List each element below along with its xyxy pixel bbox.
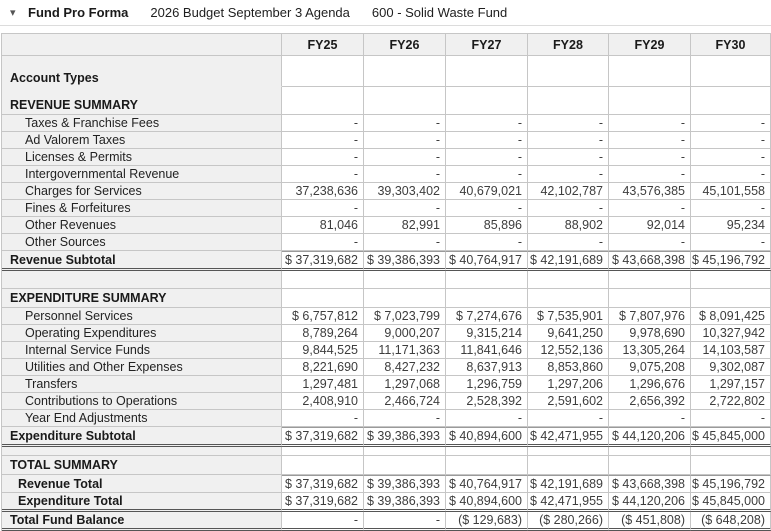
column-header-fy25: FY25 — [282, 34, 364, 56]
cell-value: 11,841,646 — [446, 342, 528, 359]
cell-value: - — [446, 132, 528, 149]
cell-value: 95,234 — [691, 217, 771, 234]
cell-value — [446, 271, 528, 289]
cell-value — [691, 447, 771, 456]
cell-value — [528, 447, 609, 456]
cell-value: - — [609, 200, 691, 217]
cell-value: $ 45,845,000 — [691, 493, 771, 512]
cell-value — [282, 456, 364, 475]
cell-value: 11,171,363 — [364, 342, 446, 359]
cell-value: $ 40,764,917 — [446, 251, 528, 271]
cell-value: - — [446, 166, 528, 183]
row-total-summary — [2, 456, 771, 475]
cell-value: 1,297,481 — [282, 376, 364, 393]
row-expenditure-total — [2, 493, 771, 512]
row-fines-forfeitures — [2, 200, 771, 217]
row-total-fund-balance — [2, 512, 771, 531]
cell-value: $ 45,196,792 — [691, 475, 771, 493]
row-label — [2, 447, 282, 456]
cell-value: - — [364, 234, 446, 251]
cell-value — [609, 456, 691, 475]
cell-value: - — [446, 149, 528, 166]
cell-value: - — [528, 166, 609, 183]
row-transfers — [2, 376, 771, 393]
cell-value — [609, 289, 691, 308]
cell-value: $ 6,757,812 — [282, 308, 364, 325]
row-label: Contributions to Operations — [2, 393, 282, 410]
cell-value: $ 42,191,689 — [528, 475, 609, 493]
cell-value — [446, 456, 528, 475]
row-label: Intergovernmental Revenue — [2, 166, 282, 183]
cell-value: 8,427,232 — [364, 359, 446, 376]
cell-value — [446, 447, 528, 456]
cell-value: 9,641,250 — [528, 325, 609, 342]
row-intergovernmental-revenue — [2, 166, 771, 183]
cell-value: 85,896 — [446, 217, 528, 234]
cell-value: $ 43,668,398 — [609, 251, 691, 271]
cell-value: - — [609, 410, 691, 427]
cell-value — [282, 87, 364, 115]
row-expenditure-summary — [2, 289, 771, 308]
cell-value: - — [446, 115, 528, 132]
cell-value: 9,844,525 — [282, 342, 364, 359]
cell-value: $ 44,120,206 — [609, 427, 691, 447]
cell-value: ($ 451,808) — [609, 512, 691, 531]
cell-value: ($ 129,683) — [446, 512, 528, 531]
row-label: Account Types — [2, 56, 282, 87]
cell-value: $ 37,319,682 — [282, 493, 364, 512]
report-title: Fund Pro Forma — [28, 5, 129, 20]
cell-value — [282, 271, 364, 289]
row-other-sources — [2, 234, 771, 251]
cell-value: - — [364, 410, 446, 427]
cell-value: - — [691, 410, 771, 427]
row-other-revenues — [2, 217, 771, 234]
cell-value: $ 43,668,398 — [609, 475, 691, 493]
cell-value: - — [528, 234, 609, 251]
cell-value — [528, 87, 609, 115]
row-revenue-summary — [2, 87, 771, 115]
cell-value: - — [528, 149, 609, 166]
cell-value: 1,297,206 — [528, 376, 609, 393]
cell-value: - — [282, 166, 364, 183]
cell-value: 9,000,207 — [364, 325, 446, 342]
cell-value — [364, 87, 446, 115]
row-label: Fines & Forfeitures — [2, 200, 282, 217]
row-revenue-subtotal — [2, 251, 771, 271]
cell-value: - — [609, 132, 691, 149]
cell-value: 2,591,602 — [528, 393, 609, 410]
cell-value: 42,102,787 — [528, 183, 609, 200]
row-ad-valorem-taxes — [2, 132, 771, 149]
cell-value: 1,296,759 — [446, 376, 528, 393]
cell-value: 92,014 — [609, 217, 691, 234]
cell-value: 37,238,636 — [282, 183, 364, 200]
collapse-arrow-icon[interactable]: ▾ — [10, 7, 16, 19]
cell-value: $ 39,386,393 — [364, 427, 446, 447]
cell-value — [691, 289, 771, 308]
cell-value: $ 45,845,000 — [691, 427, 771, 447]
cell-value: $ 42,471,955 — [528, 493, 609, 512]
cell-value: 45,101,558 — [691, 183, 771, 200]
row-taxes-franchise-fees — [2, 115, 771, 132]
cell-value: 9,978,690 — [609, 325, 691, 342]
cell-value: 14,103,587 — [691, 342, 771, 359]
cell-value: - — [528, 115, 609, 132]
cell-value: 40,679,021 — [446, 183, 528, 200]
row-label: Ad Valorem Taxes — [2, 132, 282, 149]
cell-value — [446, 289, 528, 308]
cell-value: 2,408,910 — [282, 393, 364, 410]
cell-value: $ 7,535,901 — [528, 308, 609, 325]
cell-value: - — [691, 115, 771, 132]
row-label: Licenses & Permits — [2, 149, 282, 166]
pro-forma-table — [1, 33, 771, 531]
cell-value — [691, 456, 771, 475]
cell-value: - — [691, 149, 771, 166]
cell-value: 12,552,136 — [528, 342, 609, 359]
cell-value: - — [609, 115, 691, 132]
row-label: Revenue Subtotal — [2, 251, 282, 271]
cell-value: $ 40,894,600 — [446, 427, 528, 447]
cell-value: - — [446, 234, 528, 251]
cell-value — [528, 56, 609, 87]
spacer-row — [2, 447, 771, 456]
cell-value: - — [364, 115, 446, 132]
cell-value: $ 37,319,682 — [282, 251, 364, 271]
cell-value: - — [609, 234, 691, 251]
column-header-row — [2, 34, 771, 56]
cell-value — [691, 271, 771, 289]
budget-cycle-label: 2026 Budget September 3 Agenda — [150, 5, 350, 20]
row-internal-service-funds — [2, 342, 771, 359]
cell-value — [528, 289, 609, 308]
cell-value: - — [364, 512, 446, 531]
row-charges-for-services — [2, 183, 771, 200]
row-label: Other Revenues — [2, 217, 282, 234]
row-label: Personnel Services — [2, 308, 282, 325]
cell-value: - — [282, 512, 364, 531]
cell-value: - — [364, 200, 446, 217]
report-titlebar — [0, 0, 771, 26]
cell-value: $ 7,274,676 — [446, 308, 528, 325]
cell-value: - — [691, 234, 771, 251]
cell-value: $ 44,120,206 — [609, 493, 691, 512]
cell-value: $ 7,023,799 — [364, 308, 446, 325]
table-body — [2, 56, 771, 531]
cell-value: - — [282, 410, 364, 427]
cell-value: 9,315,214 — [446, 325, 528, 342]
corner-cell — [2, 34, 282, 56]
cell-value: ($ 280,266) — [528, 512, 609, 531]
cell-value: - — [282, 200, 364, 217]
cell-value — [282, 447, 364, 456]
cell-value: 82,991 — [364, 217, 446, 234]
cell-value: - — [691, 166, 771, 183]
cell-value: - — [691, 200, 771, 217]
row-year-end-adjustments — [2, 410, 771, 427]
cell-value: - — [609, 166, 691, 183]
cell-value: 8,637,913 — [446, 359, 528, 376]
cell-value: - — [282, 234, 364, 251]
row-label: Expenditure Total — [2, 493, 282, 512]
row-contributions-to-operations — [2, 393, 771, 410]
row-label: Utilities and Other Expenses — [2, 359, 282, 376]
cell-value: 81,046 — [282, 217, 364, 234]
row-label: Expenditure Subtotal — [2, 427, 282, 447]
cell-value — [364, 456, 446, 475]
cell-value: 8,221,690 — [282, 359, 364, 376]
cell-value: 2,528,392 — [446, 393, 528, 410]
cell-value: - — [446, 200, 528, 217]
row-label: Total Fund Balance — [2, 512, 282, 531]
cell-value: $ 42,191,689 — [528, 251, 609, 271]
row-account-types — [2, 56, 771, 87]
cell-value: $ 40,894,600 — [446, 493, 528, 512]
cell-value — [609, 447, 691, 456]
cell-value: $ 37,319,682 — [282, 475, 364, 493]
row-label: Year End Adjustments — [2, 410, 282, 427]
cell-value: 10,327,942 — [691, 325, 771, 342]
cell-value: - — [609, 149, 691, 166]
row-operating-expenditures — [2, 325, 771, 342]
cell-value: $ 45,196,792 — [691, 251, 771, 271]
row-label: EXPENDITURE SUMMARY — [2, 289, 282, 308]
cell-value: - — [528, 132, 609, 149]
cell-value: - — [282, 132, 364, 149]
column-header-fy26: FY26 — [364, 34, 446, 56]
cell-value — [528, 456, 609, 475]
row-expenditure-subtotal — [2, 427, 771, 447]
cell-value — [364, 289, 446, 308]
cell-value: $ 37,319,682 — [282, 427, 364, 447]
row-personnel-services — [2, 308, 771, 325]
cell-value: 2,656,392 — [609, 393, 691, 410]
cell-value: - — [364, 166, 446, 183]
cell-value — [282, 56, 364, 87]
cell-value: - — [528, 200, 609, 217]
cell-value: 39,303,402 — [364, 183, 446, 200]
cell-value — [691, 56, 771, 87]
row-label: TOTAL SUMMARY — [2, 456, 282, 475]
cell-value — [446, 87, 528, 115]
spacer-row — [2, 271, 771, 289]
cell-value: $ 39,386,393 — [364, 493, 446, 512]
cell-value: 8,853,860 — [528, 359, 609, 376]
cell-value: $ 42,471,955 — [528, 427, 609, 447]
cell-value — [609, 56, 691, 87]
row-label: Operating Expenditures — [2, 325, 282, 342]
cell-value: 13,305,264 — [609, 342, 691, 359]
cell-value: 2,466,724 — [364, 393, 446, 410]
cell-value: 1,297,157 — [691, 376, 771, 393]
cell-value — [691, 87, 771, 115]
column-header-fy29: FY29 — [609, 34, 691, 56]
cell-value — [609, 271, 691, 289]
row-label: REVENUE SUMMARY — [2, 87, 282, 115]
cell-value: - — [364, 132, 446, 149]
cell-value: $ 7,807,976 — [609, 308, 691, 325]
cell-value — [446, 56, 528, 87]
row-label: Transfers — [2, 376, 282, 393]
cell-value: $ 40,764,917 — [446, 475, 528, 493]
row-utilities-and-other-expenses — [2, 359, 771, 376]
cell-value: - — [528, 410, 609, 427]
fund-name-label: 600 - Solid Waste Fund — [371, 5, 508, 20]
column-header-fy30: FY30 — [691, 34, 771, 56]
cell-value — [528, 271, 609, 289]
cell-value: $ 8,091,425 — [691, 308, 771, 325]
cell-value — [364, 56, 446, 87]
cell-value: 43,576,385 — [609, 183, 691, 200]
cell-value: - — [282, 115, 364, 132]
cell-value: 1,297,068 — [364, 376, 446, 393]
cell-value: ($ 648,208) — [691, 512, 771, 531]
cell-value: 9,302,087 — [691, 359, 771, 376]
cell-value: - — [691, 132, 771, 149]
row-label: Charges for Services — [2, 183, 282, 200]
cell-value — [364, 271, 446, 289]
cell-value — [609, 87, 691, 115]
cell-value — [282, 289, 364, 308]
row-label: Other Sources — [2, 234, 282, 251]
cell-value: - — [282, 149, 364, 166]
cell-value — [364, 447, 446, 456]
cell-value: 1,296,676 — [609, 376, 691, 393]
cell-value: 88,902 — [528, 217, 609, 234]
cell-value: - — [446, 410, 528, 427]
row-revenue-total — [2, 475, 771, 493]
cell-value: $ 39,386,393 — [364, 251, 446, 271]
cell-value: 9,075,208 — [609, 359, 691, 376]
cell-value: - — [364, 149, 446, 166]
cell-value: 2,722,802 — [691, 393, 771, 410]
cell-value: $ 39,386,393 — [364, 475, 446, 493]
row-label: Internal Service Funds — [2, 342, 282, 359]
row-label — [2, 271, 282, 289]
row-licenses-permits — [2, 149, 771, 166]
row-label: Taxes & Franchise Fees — [2, 115, 282, 132]
column-header-fy28: FY28 — [528, 34, 609, 56]
cell-value: 8,789,264 — [282, 325, 364, 342]
column-header-fy27: FY27 — [446, 34, 528, 56]
row-label: Revenue Total — [2, 475, 282, 493]
